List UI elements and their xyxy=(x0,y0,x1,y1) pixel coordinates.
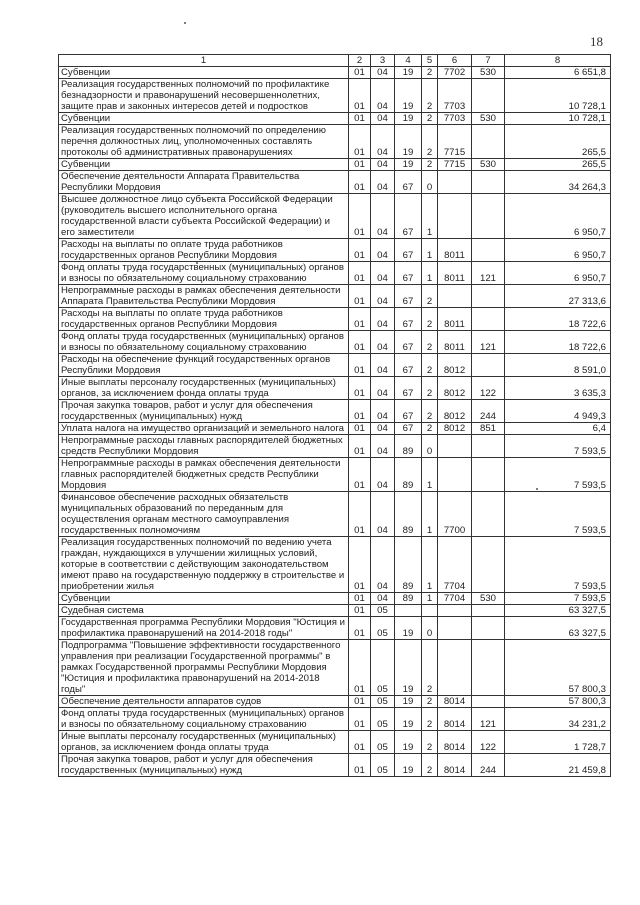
program-cell: 67 xyxy=(395,262,422,285)
subprogram-cell: 2 xyxy=(422,754,438,777)
subsection-cell: 04 xyxy=(371,423,395,435)
section-cell: 01 xyxy=(349,605,371,617)
name-cell: Непрограммные расходы в рамках обеспечения деятельности Аппарата Правительства Республики Мордовия xyxy=(59,285,349,308)
expense-type-cell: 530 xyxy=(472,113,505,125)
article-cell: 7704 xyxy=(438,593,472,605)
expense-type-cell xyxy=(472,171,505,194)
name-cell: Субвенции xyxy=(59,67,349,79)
table-row xyxy=(59,67,611,79)
expense-type-cell: 121 xyxy=(472,708,505,731)
subprogram-cell: 1 xyxy=(422,194,438,239)
section-cell: 01 xyxy=(349,400,371,423)
table-row xyxy=(59,423,611,435)
subsection-cell: 04 xyxy=(371,159,395,171)
article-cell: 8014 xyxy=(438,754,472,777)
table-row xyxy=(59,458,611,492)
section-cell: 01 xyxy=(349,125,371,159)
section-cell: 01 xyxy=(349,537,371,593)
subprogram-cell: 1 xyxy=(422,593,438,605)
subprogram-cell: 2 xyxy=(422,125,438,159)
table-row xyxy=(59,262,611,285)
section-cell: 01 xyxy=(349,458,371,492)
subprogram-cell: 1 xyxy=(422,239,438,262)
section-cell: 01 xyxy=(349,754,371,777)
subsection-cell: 04 xyxy=(371,194,395,239)
subprogram-cell: 2 xyxy=(422,79,438,113)
article-cell xyxy=(438,435,472,458)
expense-type-cell xyxy=(472,125,505,159)
article-cell xyxy=(438,458,472,492)
column-header-4: 4 xyxy=(395,55,422,67)
article-cell: 7700 xyxy=(438,492,472,537)
subsection-cell: 05 xyxy=(371,696,395,708)
article-cell: 8014 xyxy=(438,708,472,731)
subsection-cell: 04 xyxy=(371,400,395,423)
section-cell: 01 xyxy=(349,435,371,458)
article-cell: 8011 xyxy=(438,331,472,354)
article-cell: 7703 xyxy=(438,79,472,113)
expense-type-cell: 851 xyxy=(472,423,505,435)
name-cell: Уплата налога на имущество организаций и земельного налога xyxy=(59,423,349,435)
expense-type-cell xyxy=(472,537,505,593)
subprogram-cell: 2 xyxy=(422,354,438,377)
subsection-cell: 04 xyxy=(371,458,395,492)
expense-type-cell: 122 xyxy=(472,731,505,754)
article-cell: 8012 xyxy=(438,423,472,435)
article-cell xyxy=(438,617,472,640)
section-cell: 01 xyxy=(349,708,371,731)
program-cell: 19 xyxy=(395,79,422,113)
name-cell: Высшее должностное лицо субъекта Российской Федерации (руководитель высшего исполнительного органа государственной власти субъекта Российской Федерации) и его заместители xyxy=(59,194,349,239)
section-cell: 01 xyxy=(349,593,371,605)
amount-cell: 7 593,5 xyxy=(505,593,611,605)
amount-cell: 27 313,6 xyxy=(505,285,611,308)
column-header-3: 3 xyxy=(371,55,395,67)
article-cell xyxy=(438,640,472,696)
column-header-2: 2 xyxy=(349,55,371,67)
article-cell: 8012 xyxy=(438,377,472,400)
table-row xyxy=(59,239,611,262)
name-cell: Расходы на выплаты по оплате труда работников государственных органов Республики Мордовия xyxy=(59,308,349,331)
name-cell: Фонд оплаты труда государственных (муниципальных) органов и взносы по обязательному социальному страхованию xyxy=(59,708,349,731)
section-cell: 01 xyxy=(349,262,371,285)
expense-type-cell xyxy=(472,696,505,708)
subsection-cell: 05 xyxy=(371,731,395,754)
table-header-row xyxy=(59,55,611,67)
subprogram-cell: 2 xyxy=(422,308,438,331)
program-cell: 67 xyxy=(395,377,422,400)
expense-type-cell: 530 xyxy=(472,159,505,171)
section-cell: 01 xyxy=(349,617,371,640)
subprogram-cell: 2 xyxy=(422,377,438,400)
subsection-cell: 04 xyxy=(371,537,395,593)
name-cell: Государственная программа Республики Мордовия "Юстиция и профилактика правонарушений на 2014-2018 годы" xyxy=(59,617,349,640)
section-cell: 01 xyxy=(349,159,371,171)
subprogram-cell: 2 xyxy=(422,640,438,696)
section-cell: 01 xyxy=(349,308,371,331)
subprogram-cell xyxy=(422,605,438,617)
subprogram-cell: 2 xyxy=(422,331,438,354)
table-row xyxy=(59,605,611,617)
table-body xyxy=(59,67,611,777)
amount-cell: 18 722,6 xyxy=(505,331,611,354)
subsection-cell: 04 xyxy=(371,125,395,159)
amount-cell: 34 231,2 xyxy=(505,708,611,731)
name-cell: Судебная система xyxy=(59,605,349,617)
expense-type-cell: 530 xyxy=(472,593,505,605)
section-cell: 01 xyxy=(349,492,371,537)
program-cell: 67 xyxy=(395,354,422,377)
table-row xyxy=(59,331,611,354)
amount-cell: 1 728,7 xyxy=(505,731,611,754)
amount-cell: 6 950,7 xyxy=(505,239,611,262)
program-cell: 67 xyxy=(395,239,422,262)
column-header-1: 1 xyxy=(59,55,349,67)
table-row xyxy=(59,435,611,458)
expense-type-cell: 121 xyxy=(472,262,505,285)
table-row xyxy=(59,159,611,171)
table-row xyxy=(59,731,611,754)
program-cell xyxy=(395,605,422,617)
program-cell: 19 xyxy=(395,159,422,171)
program-cell: 19 xyxy=(395,696,422,708)
program-cell: 19 xyxy=(395,731,422,754)
column-header-8: 8 xyxy=(505,55,611,67)
program-cell: 67 xyxy=(395,423,422,435)
amount-cell: 8 591,0 xyxy=(505,354,611,377)
program-cell: 89 xyxy=(395,492,422,537)
table-row xyxy=(59,308,611,331)
program-cell: 19 xyxy=(395,617,422,640)
amount-cell: 7 593,5 xyxy=(505,492,611,537)
expense-type-cell xyxy=(472,308,505,331)
subprogram-cell: 2 xyxy=(422,400,438,423)
table-row xyxy=(59,194,611,239)
expense-type-cell: 530 xyxy=(472,67,505,79)
name-cell: Реализация государственных полномочий по определению перечня должностных лиц, уполномоченных составлять протоколы об административных правонарушениях xyxy=(59,125,349,159)
name-cell: Субвенции xyxy=(59,159,349,171)
article-cell xyxy=(438,194,472,239)
section-cell: 01 xyxy=(349,285,371,308)
amount-cell: 10 728,1 xyxy=(505,113,611,125)
name-cell: Реализация государственных полномочий по профилактике безнадзорности и правонарушений несовершеннолетних, защите прав и законных интересов детей и подростков xyxy=(59,79,349,113)
article-cell xyxy=(438,605,472,617)
table-row xyxy=(59,171,611,194)
name-cell: Непрограммные расходы главных распорядителей бюджетных средств Республики Мордовия xyxy=(59,435,349,458)
amount-cell: 6 950,7 xyxy=(505,262,611,285)
subsection-cell: 04 xyxy=(371,79,395,113)
name-cell: Реализация государственных полномочий по ведению учета граждан, нуждающихся в улучшении жилищных условий, которые в соответствии с действующим законодательством имеют право на государственную поддержку в строительстве и приобретении жилья xyxy=(59,537,349,593)
name-cell: Субвенции xyxy=(59,593,349,605)
program-cell: 19 xyxy=(395,640,422,696)
article-cell: 8011 xyxy=(438,262,472,285)
table-row xyxy=(59,754,611,777)
table-row xyxy=(59,285,611,308)
section-cell: 01 xyxy=(349,377,371,400)
subsection-cell: 04 xyxy=(371,354,395,377)
program-cell: 19 xyxy=(395,708,422,731)
amount-cell: 3 635,3 xyxy=(505,377,611,400)
subsection-cell: 04 xyxy=(371,377,395,400)
subprogram-cell: 1 xyxy=(422,492,438,537)
expense-type-cell xyxy=(472,492,505,537)
subsection-cell: 04 xyxy=(371,331,395,354)
expense-type-cell xyxy=(472,605,505,617)
name-cell: Расходы на выплаты по оплате труда работников государственных органов Республики Мордовия xyxy=(59,239,349,262)
article-cell: 8014 xyxy=(438,731,472,754)
table-row xyxy=(59,354,611,377)
table-row xyxy=(59,125,611,159)
name-cell: Прочая закупка товаров, работ и услуг для обеспечения государственных (муниципальных) нужд xyxy=(59,400,349,423)
subsection-cell: 04 xyxy=(371,262,395,285)
expense-type-cell xyxy=(472,640,505,696)
article-cell: 8011 xyxy=(438,308,472,331)
name-cell: Финансовое обеспечение расходных обязательств муниципальных образований по переданным для осуществления органам местного самоуправления государственных полномочиям xyxy=(59,492,349,537)
program-cell: 67 xyxy=(395,194,422,239)
article-cell: 7715 xyxy=(438,125,472,159)
section-cell: 01 xyxy=(349,171,371,194)
section-cell: 01 xyxy=(349,731,371,754)
article-cell: 7704 xyxy=(438,537,472,593)
name-cell: Обеспечение деятельности аппаратов судов xyxy=(59,696,349,708)
program-cell: 67 xyxy=(395,285,422,308)
subsection-cell: 04 xyxy=(371,593,395,605)
subsection-cell: 05 xyxy=(371,708,395,731)
subsection-cell: 04 xyxy=(371,492,395,537)
table-row xyxy=(59,708,611,731)
name-cell: Фонд оплаты труда государственных (муниципальных) органов и взносы по обязательному социальному страхованию xyxy=(59,262,349,285)
expense-type-cell xyxy=(472,617,505,640)
program-cell: 89 xyxy=(395,435,422,458)
subprogram-cell: 0 xyxy=(422,435,438,458)
article-cell xyxy=(438,171,472,194)
subprogram-cell: 2 xyxy=(422,285,438,308)
article-cell: 7702 xyxy=(438,67,472,79)
expense-type-cell xyxy=(472,435,505,458)
subsection-cell: 05 xyxy=(371,640,395,696)
program-cell: 89 xyxy=(395,458,422,492)
subsection-cell: 04 xyxy=(371,435,395,458)
subsection-cell: 05 xyxy=(371,754,395,777)
scan-speck xyxy=(184,22,186,24)
program-cell: 67 xyxy=(395,331,422,354)
table-row xyxy=(59,113,611,125)
program-cell: 67 xyxy=(395,308,422,331)
table-row xyxy=(59,696,611,708)
name-cell: Прочая закупка товаров, работ и услуг для обеспечения государственных (муниципальных) нужд xyxy=(59,754,349,777)
amount-cell: 7 593,5 xyxy=(505,537,611,593)
article-cell: 8014 xyxy=(438,696,472,708)
name-cell: Непрограммные расходы в рамках обеспечения деятельности главных распорядителей бюджетных средств Республики Мордовия xyxy=(59,458,349,492)
expense-type-cell: 121 xyxy=(472,331,505,354)
expense-type-cell xyxy=(472,239,505,262)
program-cell: 19 xyxy=(395,754,422,777)
budget-table xyxy=(58,54,611,777)
article-cell: 8012 xyxy=(438,354,472,377)
column-header-6: 6 xyxy=(438,55,472,67)
subprogram-cell: 1 xyxy=(422,458,438,492)
amount-cell: 7 593,5 xyxy=(505,435,611,458)
subprogram-cell: 1 xyxy=(422,537,438,593)
program-cell: 89 xyxy=(395,537,422,593)
program-cell: 19 xyxy=(395,67,422,79)
expense-type-cell xyxy=(472,194,505,239)
article-cell xyxy=(438,285,472,308)
amount-cell: 63 327,5 xyxy=(505,617,611,640)
expense-type-cell xyxy=(472,285,505,308)
name-cell: Иные выплаты персоналу государственных (муниципальных) органов, за исключением фонда оплаты труда xyxy=(59,731,349,754)
subsection-cell: 05 xyxy=(371,605,395,617)
expense-type-cell xyxy=(472,458,505,492)
subsection-cell: 04 xyxy=(371,285,395,308)
table-row xyxy=(59,640,611,696)
subsection-cell: 05 xyxy=(371,617,395,640)
table-row xyxy=(59,537,611,593)
expense-type-cell: 122 xyxy=(472,377,505,400)
subsection-cell: 04 xyxy=(371,171,395,194)
section-cell: 01 xyxy=(349,354,371,377)
column-header-7: 7 xyxy=(472,55,505,67)
program-cell: 19 xyxy=(395,113,422,125)
subprogram-cell: 2 xyxy=(422,113,438,125)
expense-type-cell: 244 xyxy=(472,400,505,423)
subsection-cell: 04 xyxy=(371,239,395,262)
section-cell: 01 xyxy=(349,113,371,125)
section-cell: 01 xyxy=(349,239,371,262)
program-cell: 67 xyxy=(395,171,422,194)
subprogram-cell: 0 xyxy=(422,617,438,640)
table-row xyxy=(59,377,611,400)
program-cell: 89 xyxy=(395,593,422,605)
subsection-cell: 04 xyxy=(371,308,395,331)
name-cell: Иные выплаты персоналу государственных (муниципальных) органов, за исключением фонда оплаты труда xyxy=(59,377,349,400)
section-cell: 01 xyxy=(349,79,371,113)
name-cell: Фонд оплаты труда государственных (муниципальных) органов и взносы по обязательному социальному страхованию xyxy=(59,331,349,354)
subsection-cell: 04 xyxy=(371,67,395,79)
article-cell: 8012 xyxy=(438,400,472,423)
table-row xyxy=(59,79,611,113)
amount-cell: 57 800,3 xyxy=(505,696,611,708)
section-cell: 01 xyxy=(349,67,371,79)
section-cell: 01 xyxy=(349,331,371,354)
subprogram-cell: 0 xyxy=(422,171,438,194)
amount-cell: 265,5 xyxy=(505,125,611,159)
amount-cell: 34 264,3 xyxy=(505,171,611,194)
table-row xyxy=(59,593,611,605)
section-cell: 01 xyxy=(349,423,371,435)
amount-cell: 6,4 xyxy=(505,423,611,435)
article-cell: 7715 xyxy=(438,159,472,171)
subprogram-cell: 2 xyxy=(422,159,438,171)
subprogram-cell: 2 xyxy=(422,67,438,79)
page-number: 18 xyxy=(590,34,603,49)
article-cell: 8011 xyxy=(438,239,472,262)
expense-type-cell: 244 xyxy=(472,754,505,777)
article-cell: 7703 xyxy=(438,113,472,125)
table-row xyxy=(59,492,611,537)
table-row xyxy=(59,617,611,640)
section-cell: 01 xyxy=(349,640,371,696)
column-header-5: 5 xyxy=(422,55,438,67)
name-cell: Обеспечение деятельности Аппарата Правительства Республики Мордовия xyxy=(59,171,349,194)
amount-cell: 18 722,6 xyxy=(505,308,611,331)
subsection-cell: 04 xyxy=(371,113,395,125)
subprogram-cell: 2 xyxy=(422,708,438,731)
amount-cell: 6 651,8 xyxy=(505,67,611,79)
program-cell: 67 xyxy=(395,400,422,423)
expense-type-cell xyxy=(472,354,505,377)
section-cell: 01 xyxy=(349,194,371,239)
expense-type-cell xyxy=(472,79,505,113)
name-cell: Субвенции xyxy=(59,113,349,125)
amount-cell: 10 728,1 xyxy=(505,79,611,113)
name-cell: Подпрограмма "Повышение эффективности государственного управления при реализации Государственной программы" в рамках Государственной программы Республики Мордовия "Юстиция и профилактика правонарушений на 2014-2018 годы" xyxy=(59,640,349,696)
program-cell: 19 xyxy=(395,125,422,159)
subprogram-cell: 2 xyxy=(422,696,438,708)
subprogram-cell: 1 xyxy=(422,262,438,285)
subprogram-cell: 2 xyxy=(422,731,438,754)
amount-cell: 4 949,3 xyxy=(505,400,611,423)
amount-cell: 7 593,5 xyxy=(505,458,611,492)
amount-cell: 57 800,3 xyxy=(505,640,611,696)
subprogram-cell: 2 xyxy=(422,423,438,435)
section-cell: 01 xyxy=(349,696,371,708)
amount-cell: 6 950,7 xyxy=(505,194,611,239)
table-row xyxy=(59,400,611,423)
name-cell: Расходы на обеспечение функций государственных органов Республики Мордовия xyxy=(59,354,349,377)
amount-cell: 265,5 xyxy=(505,159,611,171)
amount-cell: 63 327,5 xyxy=(505,605,611,617)
amount-cell: 21 459,8 xyxy=(505,754,611,777)
